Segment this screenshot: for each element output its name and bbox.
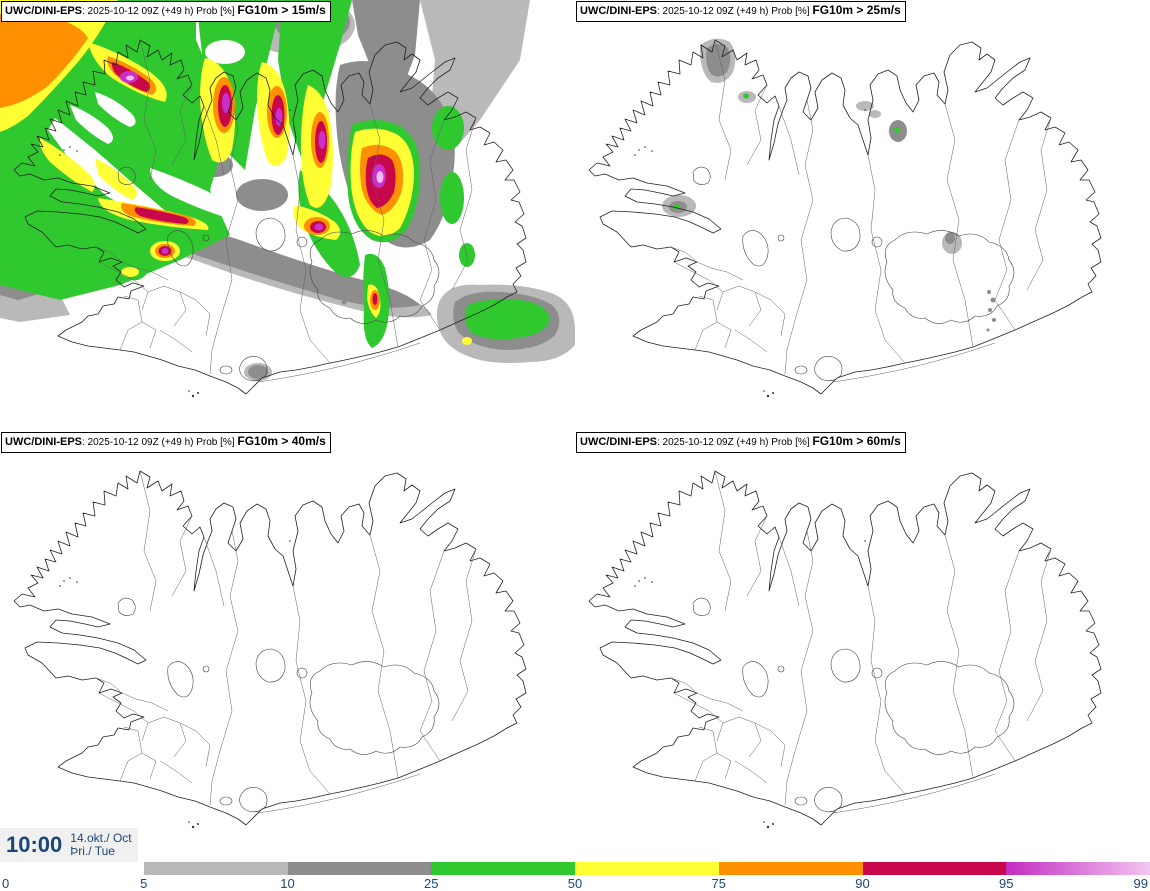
probability-map-fg25 (575, 0, 1150, 431)
colorbar-segment (575, 862, 719, 875)
legend-tick: 90 (855, 876, 870, 891)
valid-time: 10:00 (6, 832, 63, 857)
legend-tick-labels (0, 875, 1150, 891)
colorbar-segment (0, 862, 144, 875)
colorbar-segment (863, 862, 1007, 875)
probability-map-fg60 (575, 431, 1150, 862)
run-info: : 2025-10-12 09Z (+49 h) Prob [%] (82, 437, 238, 448)
legend-tick: 5 (140, 876, 148, 891)
legend-tick: 0 (2, 876, 10, 891)
map-panel-fg25 (575, 0, 1150, 431)
legend-tick: 25 (424, 876, 439, 891)
colorbar-segment (719, 862, 863, 875)
map-panel-fg15 (0, 0, 575, 431)
run-info: : 2025-10-12 09Z (+49 h) Prob [%] (657, 6, 813, 17)
valid-date-line: 14.okt./ Oct (70, 831, 132, 845)
run-info: : 2025-10-12 09Z (+49 h) Prob [%] (82, 6, 238, 17)
colorbar-segment (431, 862, 575, 875)
colorbar-segment (1006, 862, 1150, 875)
model-name: UWC/DINI-EPS (580, 5, 657, 17)
map-panel-fg60 (575, 431, 1150, 862)
model-name: UWC/DINI-EPS (580, 436, 657, 448)
valid-weekday-line: Þri./ Tue (70, 844, 115, 858)
probability-field-fg25 (662, 39, 996, 332)
panel-title (576, 1, 906, 22)
panel-title (1, 1, 331, 22)
parameter-label: FG10m > 15m/s (237, 3, 326, 17)
legend-tick: 10 (280, 876, 295, 891)
legend-tick: 50 (567, 876, 583, 891)
model-name: UWC/DINI-EPS (5, 5, 82, 17)
run-info: : 2025-10-12 09Z (+49 h) Prob [%] (657, 437, 813, 448)
parameter-label: FG10m > 25m/s (812, 3, 901, 17)
probability-map-fg40 (0, 431, 575, 862)
legend-tick: 75 (711, 876, 726, 891)
valid-time-box (0, 828, 138, 862)
panel-title (1, 432, 331, 453)
probability-map-fg15 (0, 0, 575, 431)
valid-date (70, 832, 131, 858)
probability-colorbar (0, 862, 1150, 875)
probability-legend (0, 862, 1150, 891)
parameter-label: FG10m > 60m/s (812, 434, 901, 448)
model-name: UWC/DINI-EPS (5, 436, 82, 448)
legend-tick: 95 (999, 876, 1014, 891)
colorbar-segment (288, 862, 432, 875)
parameter-label: FG10m > 40m/s (237, 434, 326, 448)
panel-title (576, 432, 906, 453)
map-panel-fg40 (0, 431, 575, 862)
probability-field-fg15 (0, 0, 575, 381)
colorbar-segment (144, 862, 288, 875)
legend-tick: 99 (1133, 876, 1148, 891)
